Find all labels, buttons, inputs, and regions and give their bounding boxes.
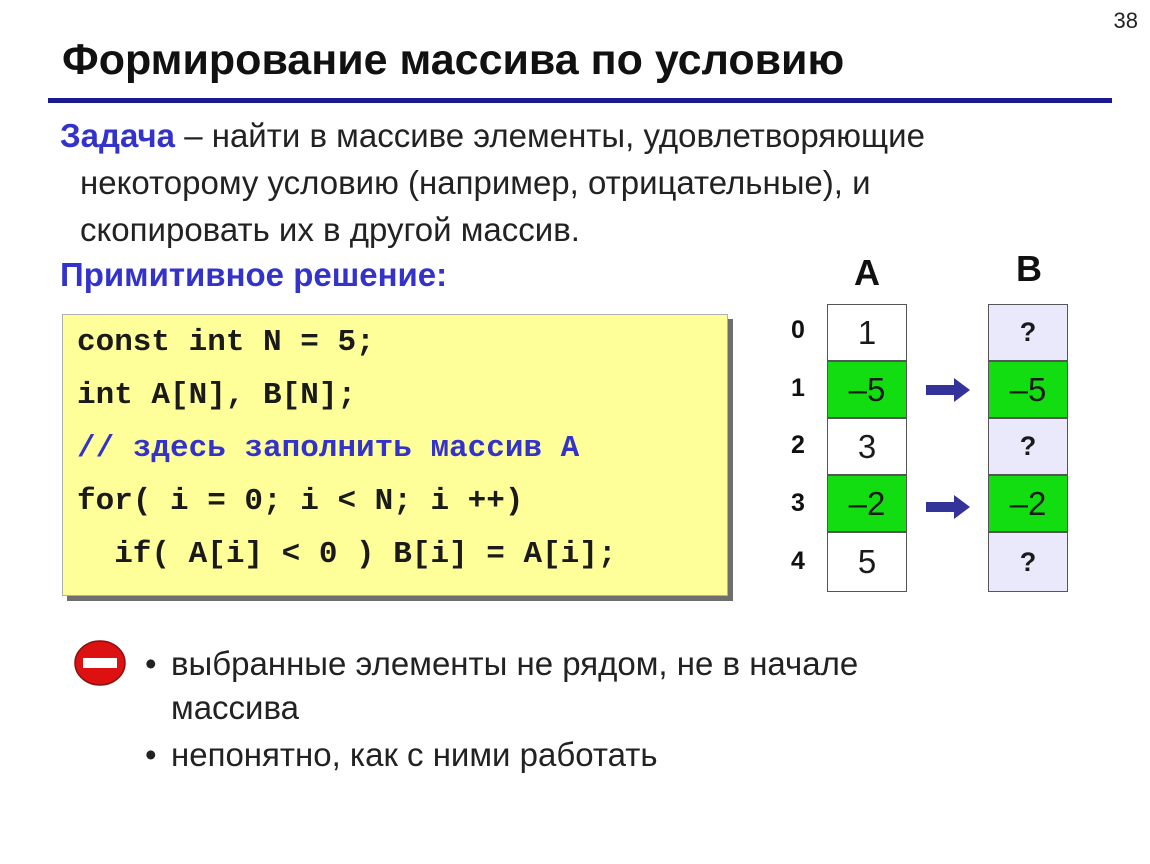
bullet-item-1 [145, 642, 1045, 730]
bullet-marker: • [145, 645, 157, 682]
array-a-cell-2: 3 [827, 418, 907, 475]
copy-arrow-icon [926, 377, 970, 403]
index-2: 2 [791, 431, 805, 459]
solution-heading: Примитивное решение: [60, 256, 448, 293]
task-description [60, 112, 1120, 253]
array-b-cell-4: ? [988, 532, 1068, 592]
array-a-cell-1: –5 [827, 361, 907, 418]
code-block [62, 314, 728, 596]
bullet-1-line-1: выбранные элементы не рядом, не в начале [171, 645, 859, 682]
bullet-marker: • [145, 736, 157, 773]
slide-title: Формирование массива по условию [62, 36, 845, 84]
index-4: 4 [791, 547, 805, 575]
slide-number: 38 [1113, 8, 1138, 33]
array-a-cell-0: 1 [827, 304, 907, 361]
code-line-1: const int N = 5; [77, 325, 375, 360]
code-line-5: if( A[i] < 0 ) B[i] = A[i]; [77, 537, 617, 572]
array-b-cell-1: –5 [988, 361, 1068, 418]
title-underline [48, 98, 1112, 103]
bullet-2-text: непонятно, как с ними работать [171, 736, 658, 773]
array-b-cell-0: ? [988, 304, 1068, 361]
stop-sign-icon [74, 640, 126, 686]
bullet-1-line-2: массива [171, 689, 299, 726]
array-b-cell-2: ? [988, 418, 1068, 475]
index-1: 1 [791, 374, 805, 402]
bullet-item-2 [145, 733, 1045, 777]
index-0: 0 [791, 316, 805, 344]
code-line-2: int A[N], B[N]; [77, 378, 357, 413]
index-3: 3 [791, 489, 805, 517]
code-line-4: for( i = 0; i < N; i ++) [77, 484, 524, 519]
copy-arrow-icon [926, 494, 970, 520]
array-a-cell-3: –2 [827, 475, 907, 532]
task-keyword: Задача [60, 117, 176, 154]
array-b-cell-3: –2 [988, 475, 1068, 532]
array-a-cell-4: 5 [827, 532, 907, 592]
task-line-1-text: – найти в массиве элементы, удовлетворяющие [175, 117, 925, 154]
task-line-3: скопировать их в другой массив. [80, 211, 580, 248]
array-a-header: A [854, 252, 880, 293]
array-b-header: B [1016, 248, 1042, 289]
task-line-1 [60, 112, 1120, 159]
task-line-2: некоторому условию (например, отрицательные), и [80, 164, 871, 201]
code-line-comment: // здесь заполнить массив A [77, 431, 580, 466]
